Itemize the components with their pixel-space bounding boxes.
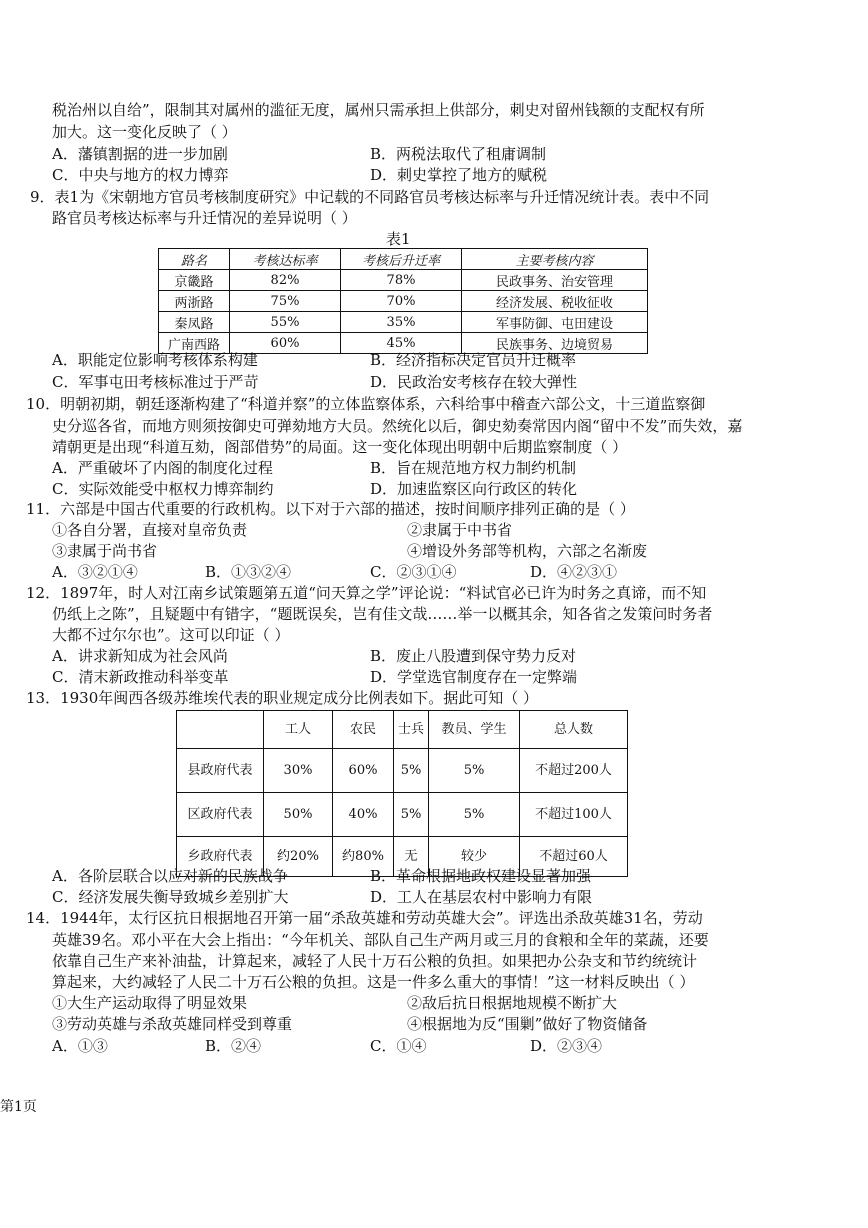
q12-option-b: B．废止八股遭到保守势力反对 (370, 647, 577, 665)
q14-statement-1: ①大生产运动取得了明显效果 (52, 994, 248, 1012)
table2-cell: 50% (264, 793, 333, 837)
q9-option-c: C．军事屯田考核标准过于严苛 (52, 373, 259, 391)
q14-statement-4: ④根据地为反“围剿”做好了物资储备 (407, 1015, 648, 1033)
q10-option-a: A．严重破坏了内阁的制度化过程 (52, 459, 273, 477)
table1-cell: 45% (341, 333, 462, 354)
q11-option-d: D．④②③① (530, 563, 618, 581)
q12-line1: 12．1897年，时人对江南乡试策题第五道“问天算之学”评论说：“料试官必已许为时务之真谛，而不知 (26, 584, 707, 602)
q12-line3: 大都不过尔尔也”。这可以印证（ ） (52, 626, 290, 644)
q11-statement-2: ②隶属于中书省 (407, 521, 513, 539)
q11-option-b: B．①③②④ (205, 563, 292, 581)
table2-cell: 乡政府代表 (177, 837, 264, 877)
q13-option-d: D．工人在基层农村中影响力有限 (370, 888, 593, 906)
q9-option-b: B．经济指标决定官员升迁概率 (370, 351, 577, 369)
q11-option-a: A．③②①④ (52, 563, 138, 581)
table1-cell: 军事防御、屯田建设 (462, 312, 648, 333)
table1-cell: 民族事务、边境贸易 (462, 333, 648, 354)
q14-statement-2: ②敌后抗日根据地规模不断扩大 (407, 994, 618, 1012)
table1-cell: 55% (230, 312, 341, 333)
table2-cell: 无 (394, 837, 429, 877)
table1-header: 主要考核内容 (462, 249, 648, 270)
q8-option-d: D．刺史掌控了地方的赋税 (370, 166, 548, 184)
table1-cell: 78% (341, 270, 462, 291)
q13-option-a: A．各阶层联合以应对新的民族战争 (52, 867, 288, 885)
table1-cell: 75% (230, 291, 341, 312)
table2-header-row (177, 711, 628, 749)
q10-option-d: D．加速监察区向行政区的转化 (370, 480, 578, 498)
table1-cell: 35% (341, 312, 462, 333)
table2-header: 农民 (333, 711, 394, 749)
table1-header: 考核达标率 (230, 249, 341, 270)
table2-cell: 不超过100人 (520, 793, 628, 837)
table2-header: 士兵 (394, 711, 429, 749)
table2-cell: 区政府代表 (177, 793, 264, 837)
q11-statement-4: ④增设外务部等机构，六部之名渐废 (407, 542, 648, 560)
q14-statement-3: ③劳动英雄与杀敌英雄同样受到尊重 (52, 1015, 293, 1033)
table2-cell: 约80% (333, 837, 394, 877)
q11-statement-3: ③隶属于尚书省 (52, 542, 158, 560)
table2-header: 总人数 (520, 711, 628, 749)
table-row (159, 291, 648, 312)
q14-option-d: D．②③④ (530, 1037, 603, 1055)
q9-option-d: D．民政治安考核存在较大弹性 (370, 373, 578, 391)
q14-option-a: A．①③ (52, 1037, 108, 1055)
q10-option-b: B．旨在规范地方权力制约机制 (370, 459, 577, 477)
q9-line2: 路官员考核达标率与升迁情况的差异说明（ ） (52, 209, 357, 227)
q12-option-a: A．讲求新知成为社会风尚 (52, 647, 228, 665)
table2-cell: 不超过200人 (520, 749, 628, 793)
table1-cell: 民政事务、治安管理 (462, 270, 648, 291)
table2-header (177, 711, 264, 749)
table-row (177, 793, 628, 837)
q14-option-b: B．②④ (205, 1037, 262, 1055)
table1-cell: 70% (341, 291, 462, 312)
q13-option-b: B．革命根据地政权建设显著加强 (370, 867, 592, 885)
table2-cell: 较少 (429, 837, 520, 877)
q14-line2: 英雄39名。邓小平在大会上指出：“今年机关、部队自己生产两月或三月的食粮和全年的菜蔬，还要 (52, 931, 709, 949)
q10-line1: 10．明朝初期，朝廷逐渐构建了“科道并察”的立体监察体系，六科给事中稽查六部公文，十三道监察御 (26, 395, 706, 413)
q11-line1: 11．六部是中国古代重要的行政机构。以下对于六部的描述，按时间顺序排列正确的是（ ） (26, 500, 635, 518)
q8-line1: 税治州以自给”，限制其对属州的滥征无度，属州只需承担上供部分，刺史对留州钱额的支配权有所 (52, 101, 705, 119)
table1-header: 考核后升迁率 (341, 249, 462, 270)
table2-cell: 60% (333, 749, 394, 793)
q13-line1: 13．1930年闽西各级苏维埃代表的职业规定成分比例表如下。据此可知（ ） (26, 689, 539, 707)
table2-cell: 5% (429, 749, 520, 793)
table2-cell: 县政府代表 (177, 749, 264, 793)
q14-line3: 依靠自己生产来补油盐，计算起来，减轻了人民十万石公粮的负担。如果把办公杂支和节约统统计 (52, 952, 698, 970)
table1-cell: 京畿路 (159, 270, 230, 291)
table2-cell: 约20% (264, 837, 333, 877)
table2-cell: 40% (333, 793, 394, 837)
table-row (159, 270, 648, 291)
table2-cell: 5% (394, 793, 429, 837)
q8-line2: 加大。这一变化反映了（ ） (52, 123, 237, 141)
table1-cell: 两浙路 (159, 291, 230, 312)
table1-cell: 广南西路 (159, 333, 230, 354)
table-row (177, 749, 628, 793)
q10-line3: 靖朝更是出现“科道互劾，阁部借势”的局面。这一变化体现出明朝中后期监察制度（ ） (52, 438, 628, 456)
table1-cell: 60% (230, 333, 341, 354)
q8-option-a: A．藩镇割据的进一步加剧 (52, 145, 228, 163)
q14-line4: 算起来，大约减轻了人民二十万石公粮的负担。这是一件多么重大的事情！”这一材料反映出（ ） (52, 973, 695, 991)
table2-cell: 30% (264, 749, 333, 793)
q9-line1: 9．表1为《宋朝地方官员考核制度研究》中记载的不同路官员考核达标率与升迁情况统计表。表中不同 (30, 188, 710, 206)
table1-header-row (159, 249, 648, 270)
table2-cell: 5% (394, 749, 429, 793)
table-row (159, 312, 648, 333)
q14-line1: 14．1944年，太行区抗日根据地召开第一届“杀敌英雄和劳动英雄大会”。评选出杀敌英雄31名，劳动 (26, 909, 703, 927)
table2-cell: 5% (429, 793, 520, 837)
q12-option-c: C．清末新政推动科举变革 (52, 668, 229, 686)
table2-header: 工人 (264, 711, 333, 749)
table1-caption: 表1 (386, 230, 411, 248)
q8-option-c: C．中央与地方的权力博弈 (52, 166, 229, 184)
q13-option-c: C．经济发展失衡导致城乡差别扩大 (52, 888, 289, 906)
page-number: 第1页 (0, 1099, 37, 1115)
table2-header: 教员、学生 (429, 711, 520, 749)
q10-line2: 史分巡各省，而地方则须按御史可弹劾地方大员。然统化以后，御史劾奏常因内阁“留中不发”而失效，嘉 (52, 417, 743, 435)
table1-cell: 经济发展、税收征收 (462, 291, 648, 312)
q14-option-c: C．①④ (370, 1037, 427, 1055)
table2 (176, 710, 628, 877)
q12-line2: 仍纸上之陈”，且疑题中有错字，“题既误矣，岂有佳文哉……举一以概其余，知各省之发策问时务者 (52, 605, 713, 623)
table1 (158, 248, 648, 354)
table1-header: 路名 (159, 249, 230, 270)
table2-cell: 不超过60人 (520, 837, 628, 877)
q8-option-b: B．两税法取代了租庸调制 (370, 145, 547, 163)
q11-statement-1: ①各自分署，直接对皇帝负责 (52, 521, 248, 539)
q11-option-c: C．②③①④ (370, 563, 457, 581)
q10-option-c: C．实际效能受中枢权力博弈制约 (52, 480, 274, 498)
table1-cell: 82% (230, 270, 341, 291)
table1-cell: 秦凤路 (159, 312, 230, 333)
q12-option-d: D．学堂选官制度存在一定弊端 (370, 668, 578, 686)
q9-option-a: A．职能定位影响考核体系构建 (52, 351, 258, 369)
